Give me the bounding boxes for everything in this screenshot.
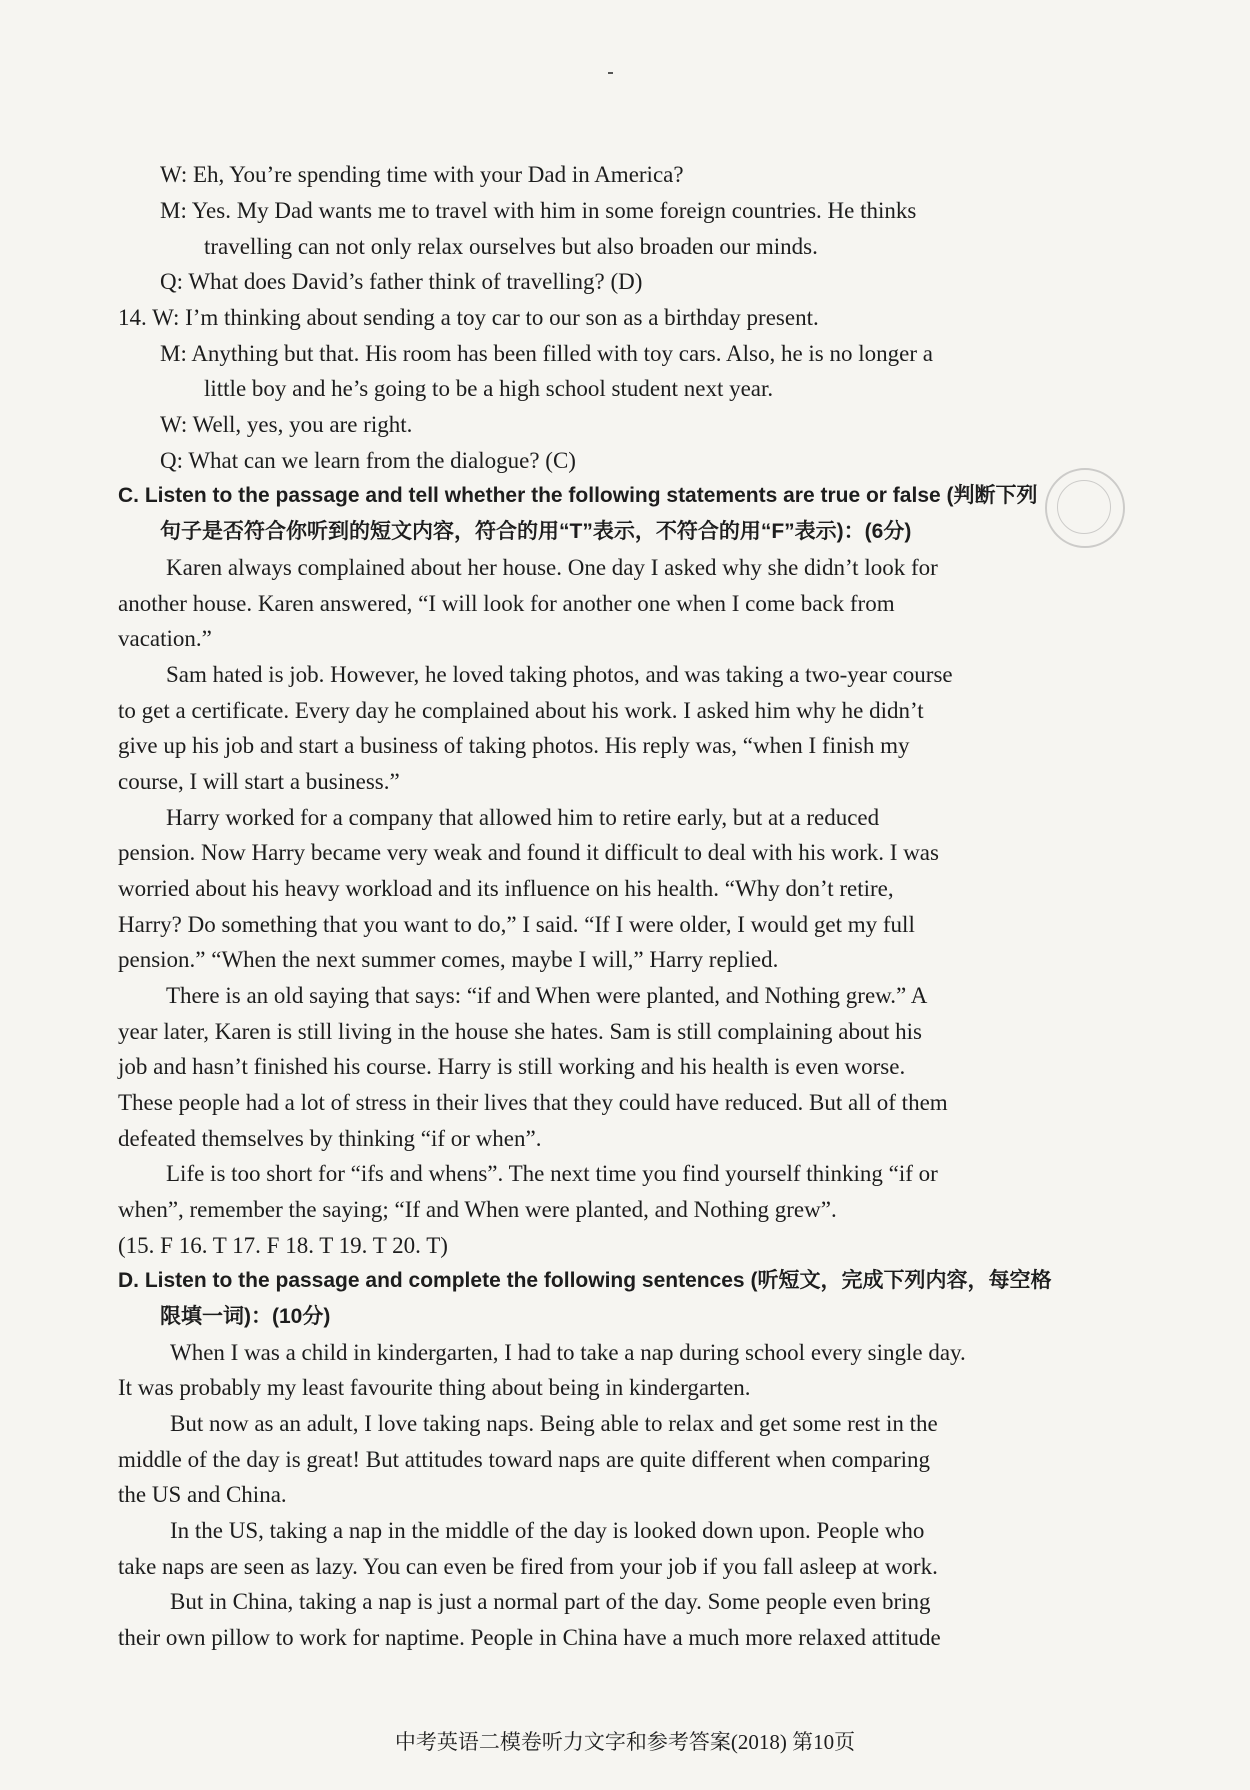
- passage-line: job and hasn’t finished his course. Harry is still working and his health is even worse.: [118, 1054, 906, 1079]
- dialogue-line: little boy and he’s going to be a high school student next year.: [204, 376, 774, 401]
- passage-line: the US and China.: [118, 1482, 287, 1507]
- passage-line: take naps are seen as lazy. You can even be fired from your job if you fall asleep at work.: [118, 1554, 938, 1579]
- section-c-heading: C. Listen to the passage and tell whether the following statements are true or false (判断下列: [118, 484, 1038, 507]
- passage-line: vacation.”: [118, 626, 212, 651]
- passage-line: middle of the day is great! But attitudes toward naps are quite different when comparing: [118, 1447, 930, 1472]
- passage-line: Harry? Do something that you want to do,” I said. “If I were older, I would get my full: [118, 912, 915, 937]
- passage-line: Sam hated is job. However, he loved taking photos, and was taking a two-year course: [166, 662, 953, 687]
- dialogue-line: W: Well, yes, you are right.: [160, 412, 413, 437]
- passage-line: But now as an adult, I love taking naps. Being able to relax and get some rest in the: [170, 1411, 938, 1436]
- watermark-stamp-inner: [1057, 480, 1111, 534]
- passage-line: But in China, taking a nap is just a normal part of the day. Some people even bring: [170, 1589, 931, 1614]
- passage-line: defeated themselves by thinking “if or when”.: [118, 1126, 542, 1151]
- dialogue-line: M: Anything but that. His room has been filled with toy cars. Also, he is no longer a: [160, 341, 933, 366]
- question-line: Q: What does David’s father think of travelling? (D): [160, 269, 643, 294]
- passage-line: There is an old saying that says: “if and When were planted, and Nothing grew.” A: [166, 983, 928, 1008]
- passage-line: their own pillow to work for naptime. People in China have a much more relaxed attitude: [118, 1625, 941, 1650]
- passage-line: course, I will start a business.”: [118, 769, 400, 794]
- passage-line: give up his job and start a business of taking photos. His reply was, “when I finish my: [118, 733, 910, 758]
- watermark-stamp: [1045, 468, 1125, 548]
- passage-line: Life is too short for “ifs and whens”. The next time you find yourself thinking “if or: [166, 1161, 938, 1186]
- passage-line: Harry worked for a company that allowed him to retire early, but at a reduced: [166, 805, 880, 830]
- passage-line: to get a certificate. Every day he complained about his work. I asked him why he didn’t: [118, 698, 924, 723]
- dialogue-line: M: Yes. My Dad wants me to travel with him in some foreign countries. He thinks: [160, 198, 917, 223]
- dialogue-line: 14. W: I’m thinking about sending a toy car to our son as a birthday present.: [118, 305, 819, 330]
- passage-line: It was probably my least favourite thing about being in kindergarten.: [118, 1375, 751, 1400]
- page-footer: 中考英语二模卷听力文字和参考答案(2018) 第10页: [394, 1730, 856, 1754]
- passage-line: another house. Karen answered, “I will look for another one when I come back from: [118, 591, 895, 616]
- scan-mark: [608, 72, 613, 74]
- passage-line: pension.” “When the next summer comes, maybe I will,” Harry replied.: [118, 947, 779, 972]
- dialogue-line: travelling can not only relax ourselves but also broaden our minds.: [204, 234, 818, 259]
- question-line: Q: What can we learn from the dialogue? (C): [160, 448, 576, 473]
- passage-line: Karen always complained about her house. One day I asked why she didn’t look for: [166, 555, 938, 580]
- passage-line: worried about his heavy workload and its influence on his health. “Why don’t retire,: [118, 876, 894, 901]
- passage-line: These people had a lot of stress in their lives that they could have reduced. But all of them: [118, 1090, 948, 1115]
- passage-line: In the US, taking a nap in the middle of the day is looked down upon. People who: [170, 1518, 925, 1543]
- section-d-heading: D. Listen to the passage and complete the following sentences (听短文，完成下列内容，每空格: [118, 1269, 1052, 1292]
- section-d-heading-cont: 限填一词)：(10分): [160, 1305, 331, 1328]
- section-c-heading-cont: 句子是否符合你听到的短文内容，符合的用“T”表示，不符合的用“F”表示)：(6分): [160, 520, 912, 543]
- dialogue-line: W: Eh, You’re spending time with your Dad in America?: [160, 162, 684, 187]
- passage-line: pension. Now Harry became very weak and found it difficult to deal with his work. I was: [118, 840, 939, 865]
- passage-line: When I was a child in kindergarten, I had to take a nap during school every single day.: [170, 1340, 966, 1365]
- passage-line: year later, Karen is still living in the house she hates. Sam is still complaining about his: [118, 1019, 922, 1044]
- answer-key: (15. F 16. T 17. F 18. T 19. T 20. T): [118, 1233, 448, 1258]
- passage-line: when”, remember the saying; “If and When were planted, and Nothing grew”.: [118, 1197, 837, 1222]
